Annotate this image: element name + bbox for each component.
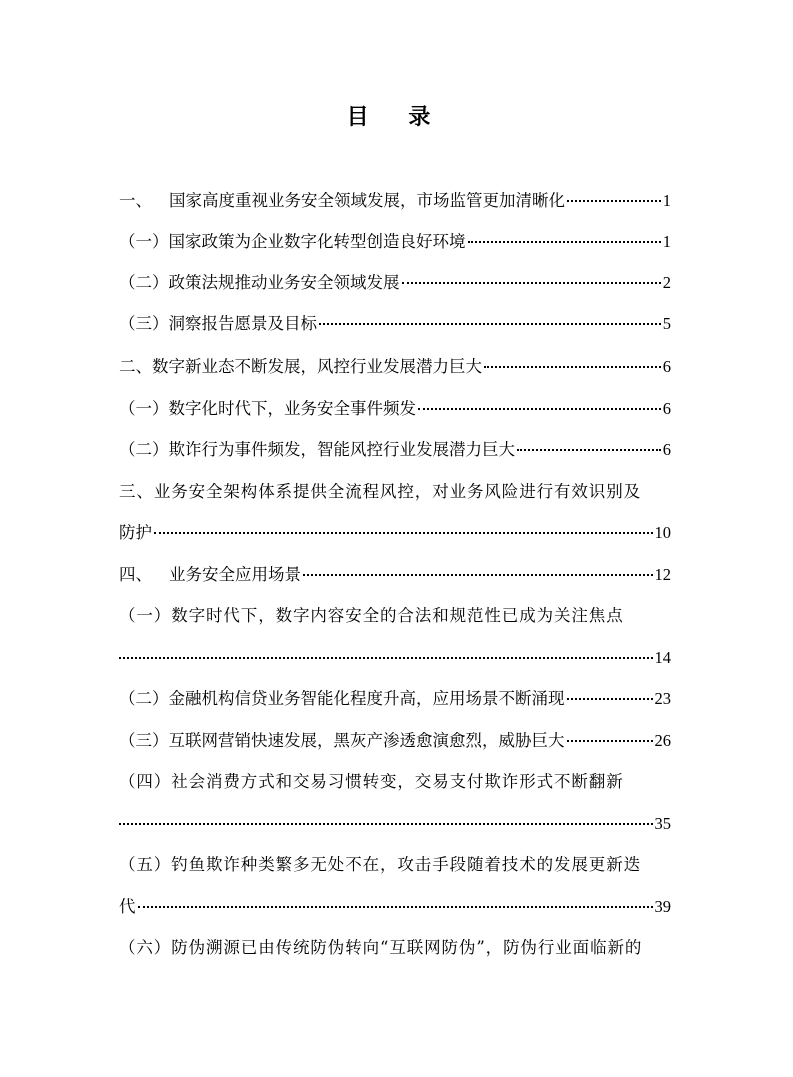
toc-prefix: （二） — [119, 440, 169, 459]
dot-leader — [119, 657, 653, 659]
dot-leader — [517, 449, 661, 451]
toc-title: 防伪溯源已由传统防伪转向“互联网防伪”，防伪行业面临新的 — [171, 938, 643, 957]
dot-leader — [154, 532, 653, 534]
toc-prefix: （四） — [119, 772, 172, 791]
toc-title: 数字化时代下，业务安全事件频发 — [168, 399, 416, 418]
toc-page-number: 6 — [662, 357, 671, 376]
toc-prefix: （三） — [119, 731, 169, 750]
toc-title-continuation: 代 — [119, 897, 136, 916]
toc-title: 国家高度重视业务安全领域发展，市场监管更加清晰化 — [169, 191, 565, 210]
toc-entry[interactable] — [119, 603, 671, 629]
dot-leader — [319, 323, 661, 325]
dot-leader — [138, 906, 653, 908]
toc-page-number: 6 — [662, 440, 671, 459]
dot-leader — [484, 366, 661, 368]
toc-entry[interactable] — [119, 852, 671, 878]
toc-entry[interactable] — [119, 562, 671, 588]
toc-title: 国家政策为企业数字化转型创造良好环境 — [168, 232, 466, 251]
toc-page-number: 14 — [654, 648, 671, 667]
toc-title: 社会消费方式和交易习惯转变，交易支付欺诈形式不断翻新 — [171, 772, 624, 791]
toc-title: 欺诈行为事件频发，智能风控行业发展潜力巨大 — [168, 440, 515, 459]
toc-page-number: 26 — [654, 731, 671, 750]
toc-prefix: （六） — [119, 938, 172, 957]
toc-page-number: 2 — [662, 273, 671, 292]
toc-page-number: 39 — [654, 897, 671, 916]
toc-entry-continuation[interactable] — [119, 811, 671, 837]
toc-prefix: 二、 — [119, 357, 152, 376]
toc-prefix: 四、 — [119, 565, 152, 584]
toc-entry-continuation[interactable] — [119, 520, 671, 546]
toc-entry[interactable] — [119, 354, 671, 380]
toc-title: 互联网营销快速发展，黑灰产渗透愈演愈烈，威胁巨大 — [168, 731, 565, 750]
toc-title: 业务安全架构体系提供全流程风控，对业务风险进行有效识别及 — [153, 482, 642, 501]
toc-title: 金融机构信贷业务智能化程度升高，应用场景不断涌现 — [168, 689, 565, 708]
toc-entry-continuation[interactable] — [119, 645, 671, 671]
toc-page-number: 35 — [654, 814, 671, 833]
toc-title: 数字时代下，数字内容安全的合法和规范性已成为关注焦点 — [171, 606, 624, 625]
dot-leader — [303, 574, 653, 576]
toc-entry-continuation[interactable] — [119, 894, 671, 920]
toc-prefix: （三） — [119, 314, 169, 333]
dot-leader — [567, 698, 653, 700]
toc-page-number: 23 — [654, 689, 671, 708]
toc-entry[interactable] — [119, 479, 671, 505]
toc-prefix: （二） — [119, 273, 169, 292]
toc-page-number: 1 — [662, 232, 671, 251]
toc-prefix: （一） — [119, 606, 172, 625]
toc-entry[interactable] — [119, 437, 671, 463]
page-title: 目 录 — [346, 105, 447, 130]
toc-prefix: （一） — [119, 399, 169, 418]
toc-entry[interactable] — [119, 396, 671, 422]
toc-entry[interactable] — [119, 769, 671, 795]
toc-title: 数字新业态不断发展，风控行业发展潜力巨大 — [152, 357, 482, 376]
toc-page-number: 6 — [662, 399, 671, 418]
toc-entry[interactable] — [119, 935, 671, 961]
toc-prefix: （五） — [119, 855, 172, 874]
toc-title: 业务安全应用场景 — [169, 565, 301, 584]
toc-title: 钓鱼欺诈种类繁多无处不在，攻击手段随着技术的发展更新迭 — [171, 855, 642, 874]
toc-entry[interactable] — [119, 686, 671, 712]
toc-entry[interactable] — [119, 270, 671, 296]
dot-leader — [567, 740, 653, 742]
dot-leader — [119, 823, 653, 825]
dot-leader — [567, 200, 661, 202]
toc-prefix: 一、 — [119, 191, 152, 210]
toc-title-continuation: 防护 — [119, 523, 152, 542]
dot-leader — [402, 282, 661, 284]
dot-leader — [418, 408, 661, 410]
toc-page-number: 5 — [662, 314, 671, 333]
toc-page-number: 10 — [654, 523, 671, 542]
toc-entry[interactable] — [119, 728, 671, 754]
toc-page-number: 1 — [662, 191, 671, 210]
toc-page-number: 12 — [654, 565, 671, 584]
toc-entry[interactable] — [119, 229, 671, 255]
toc-prefix: （一） — [119, 232, 169, 251]
toc-prefix: 三、 — [119, 482, 154, 501]
toc-entry[interactable] — [119, 311, 671, 337]
toc-entry[interactable] — [119, 188, 671, 214]
toc-title: 洞察报告愿景及目标 — [168, 314, 317, 333]
toc-title: 政策法规推动业务安全领域发展 — [168, 273, 400, 292]
toc-prefix: （二） — [119, 689, 169, 708]
dot-leader — [468, 241, 661, 243]
